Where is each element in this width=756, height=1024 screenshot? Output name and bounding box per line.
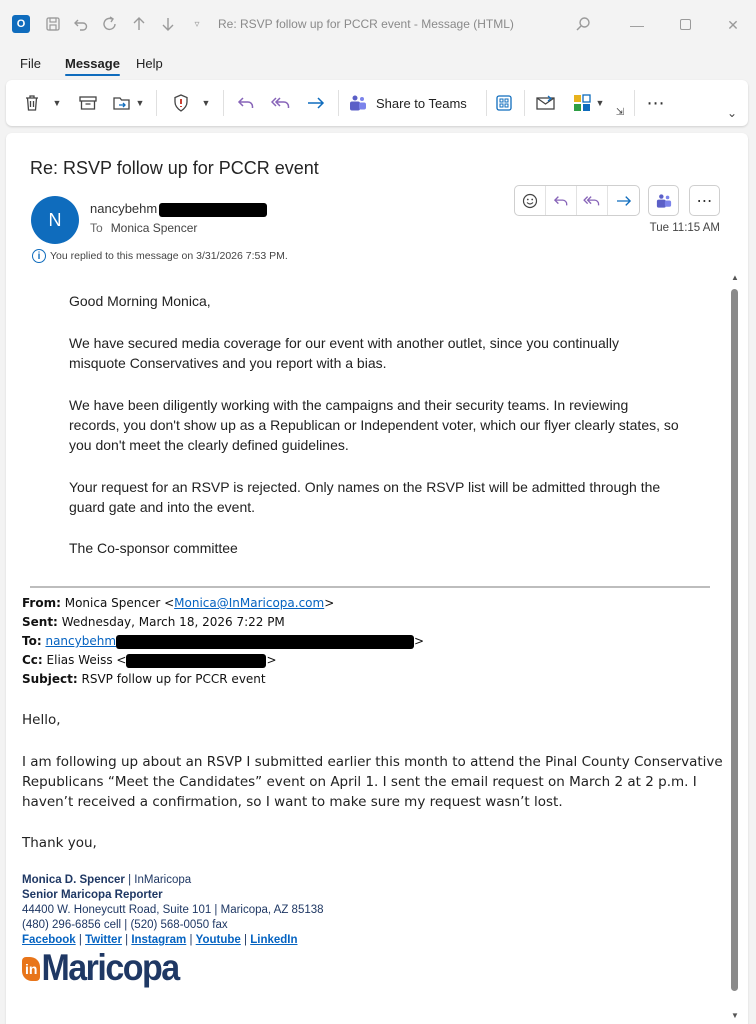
- info-icon: i: [32, 249, 46, 263]
- categorize-icon[interactable]: [570, 92, 594, 114]
- redaction-bar: [116, 635, 414, 649]
- message-action-group: [514, 185, 640, 216]
- signature-phones: (480) 296-6856 cell | (520) 568-0050 fax: [22, 919, 228, 931]
- customize-qat-icon[interactable]: ▿: [194, 18, 200, 30]
- from-end: >: [324, 596, 335, 610]
- original-sent-line: [22, 615, 285, 629]
- body-paragraph-3: Your request for an RSVP is rejected. Only names on the RSVP list will be admitted through the guard gate and into the event.: [69, 479, 661, 515]
- to-label: To: [90, 221, 103, 235]
- sent-label: Sent:: [22, 615, 58, 629]
- body-greeting: Good Morning Monica,: [69, 293, 211, 309]
- sender-address[interactable]: [90, 201, 267, 217]
- ribbon-divider: [524, 90, 525, 116]
- body-paragraph-2: We have been diligently working with the campaigns and their security teams. In reviewing records, you don't show up as a Republican or Independent voter, which our flyer clearly states, so you don't meet the clearly defined guidelines.: [69, 397, 679, 453]
- reply-all-icon[interactable]: [577, 186, 608, 215]
- quoted-thanks: Thank you,: [22, 835, 97, 851]
- ribbon-divider: [223, 90, 224, 116]
- window-title: Re: RSVP follow up for PCCR event - Message (HTML): [218, 17, 514, 31]
- share-to-teams-button[interactable]: [348, 92, 478, 114]
- redo-icon[interactable]: [101, 15, 119, 33]
- signature-address: 44400 W. Honeycutt Road, Suite 101 | Maricopa, AZ 85138: [22, 904, 324, 916]
- delete-icon[interactable]: [20, 92, 44, 114]
- cc-label: Cc:: [22, 653, 43, 667]
- report-dropdown-chevron-icon[interactable]: ▼: [201, 98, 211, 108]
- mark-unread-icon[interactable]: [534, 92, 558, 114]
- sender-visible-text: nancybehm: [90, 201, 158, 216]
- save-icon[interactable]: [44, 15, 62, 33]
- replied-note-text: You replied to this message on 3/31/2026 7:53 PM.: [50, 250, 288, 262]
- menu-bar: [0, 50, 756, 78]
- from-email-link[interactable]: Monica@InMaricopa.com: [174, 596, 325, 610]
- original-from-line: [22, 596, 334, 610]
- apps-grid-icon[interactable]: [492, 92, 516, 114]
- reply-all-icon[interactable]: [268, 92, 294, 114]
- twitter-link[interactable]: Twitter: [85, 934, 122, 946]
- delete-dropdown-chevron-icon[interactable]: ▼: [52, 98, 62, 108]
- to-line: [90, 221, 197, 235]
- from-name: Monica Spencer <: [64, 596, 175, 610]
- body-closing: The Co-sponsor committee: [69, 540, 238, 556]
- youtube-link[interactable]: Youtube: [195, 934, 241, 946]
- forward-icon[interactable]: [304, 92, 328, 114]
- tab-message[interactable]: Message: [65, 56, 120, 71]
- replied-notice: [32, 249, 288, 263]
- title-bar: [0, 0, 756, 50]
- original-to-line: [22, 634, 424, 649]
- cc-name: Elias Weiss <: [46, 653, 127, 667]
- dialog-launcher-icon[interactable]: ⇲: [615, 106, 625, 118]
- cc-end: >: [266, 653, 277, 667]
- maximize-icon[interactable]: [674, 14, 696, 36]
- signature-separator: |: [124, 874, 135, 886]
- more-options-icon[interactable]: ⋯: [646, 92, 666, 113]
- forward-icon[interactable]: [608, 186, 639, 215]
- body-paragraph-1: We have secured media coverage for our event with another outlet, since you continually misquote Conservatives and you report with a bias.: [69, 335, 619, 371]
- quoted-paragraph: I am following up about an RSVP I submitted earlier this month to attend the Pinal County Conservative Republicans “Meet the Candidates” event on April 1. I sent the email request on March 2 at 2 p.m. I haven’t received a confirmation, so I want to make sure my request wasn’t lost.: [22, 754, 723, 810]
- reply-icon[interactable]: [234, 92, 258, 114]
- signature-name-line: [22, 874, 191, 886]
- original-cc-line: [22, 653, 277, 668]
- reply-icon[interactable]: [546, 186, 577, 215]
- logo-wordmark: Maricopa: [41, 947, 179, 989]
- signature-title-text: Senior Maricopa Reporter: [22, 889, 163, 901]
- signature-org: InMaricopa: [134, 874, 192, 886]
- signature-title: [22, 889, 163, 901]
- quote-divider: [30, 586, 710, 588]
- avatar[interactable]: N: [31, 196, 79, 244]
- undo-icon[interactable]: [72, 15, 90, 33]
- outlook-logo-icon: O: [12, 15, 30, 33]
- ribbon-divider: [486, 90, 487, 116]
- logo-in-badge: in: [22, 957, 40, 981]
- to-email-link[interactable]: nancybehm: [45, 634, 117, 648]
- message-subject: Re: RSVP follow up for PCCR event: [30, 158, 319, 178]
- redaction-bar: [159, 203, 267, 217]
- categorize-dropdown-chevron-icon[interactable]: ▼: [595, 98, 605, 108]
- teams-share-icon[interactable]: [648, 185, 679, 216]
- minimize-icon[interactable]: —: [630, 17, 644, 33]
- quoted-hello: Hello,: [22, 712, 61, 728]
- instagram-link[interactable]: Instagram: [131, 934, 187, 946]
- subject-label: Subject:: [22, 672, 78, 686]
- share-to-teams-label: Share to Teams: [376, 95, 467, 111]
- ribbon-divider: [634, 90, 635, 116]
- report-shield-icon[interactable]: [169, 92, 193, 114]
- subject-value: RSVP follow up for PCCR event: [81, 672, 266, 686]
- close-icon[interactable]: ✕: [727, 17, 739, 33]
- from-label: From:: [22, 596, 61, 610]
- scroll-down-arrow-icon[interactable]: ▼: [731, 1011, 739, 1020]
- ribbon: [6, 80, 748, 126]
- to-label: To:: [22, 634, 42, 648]
- tab-file[interactable]: File: [20, 56, 41, 71]
- original-subject-line: [22, 672, 266, 686]
- archive-icon[interactable]: [76, 92, 100, 114]
- arrow-down-icon[interactable]: [159, 15, 177, 33]
- ribbon-collapse-chevron-icon[interactable]: ⌄: [726, 106, 738, 120]
- received-timestamp: Tue 11:15 AM: [649, 222, 720, 234]
- to-end: >: [414, 634, 425, 648]
- ribbon-divider: [338, 90, 339, 116]
- recipient-name[interactable]: Monica Spencer: [110, 221, 198, 235]
- emoji-react-icon[interactable]: [515, 186, 546, 215]
- signature-social-links: Facebook | Twitter | Instagram | Youtube | LinkedIn: [22, 934, 298, 946]
- scroll-thumb[interactable]: [731, 289, 738, 991]
- teams-icon: [348, 94, 368, 112]
- tab-help[interactable]: Help: [136, 56, 163, 71]
- arrow-up-icon[interactable]: [130, 15, 148, 33]
- linkedin-link[interactable]: LinkedIn: [250, 934, 298, 946]
- sent-value: Wednesday, March 18, 2026 7:22 PM: [61, 615, 285, 629]
- ribbon-divider: [156, 90, 157, 116]
- more-actions-icon[interactable]: ⋯: [689, 185, 720, 216]
- redaction-bar: [126, 654, 266, 668]
- move-dropdown-chevron-icon[interactable]: ▼: [135, 98, 145, 108]
- search-icon[interactable]: [574, 15, 592, 33]
- scroll-up-arrow-icon[interactable]: ▲: [731, 273, 739, 282]
- facebook-link[interactable]: Facebook: [22, 934, 76, 946]
- reading-pane: [6, 133, 748, 1024]
- move-icon[interactable]: [110, 92, 134, 114]
- inmaricopa-logo: [22, 949, 179, 988]
- signature-name: Monica D. Spencer: [22, 874, 125, 886]
- vertical-scrollbar[interactable]: [728, 273, 740, 1023]
